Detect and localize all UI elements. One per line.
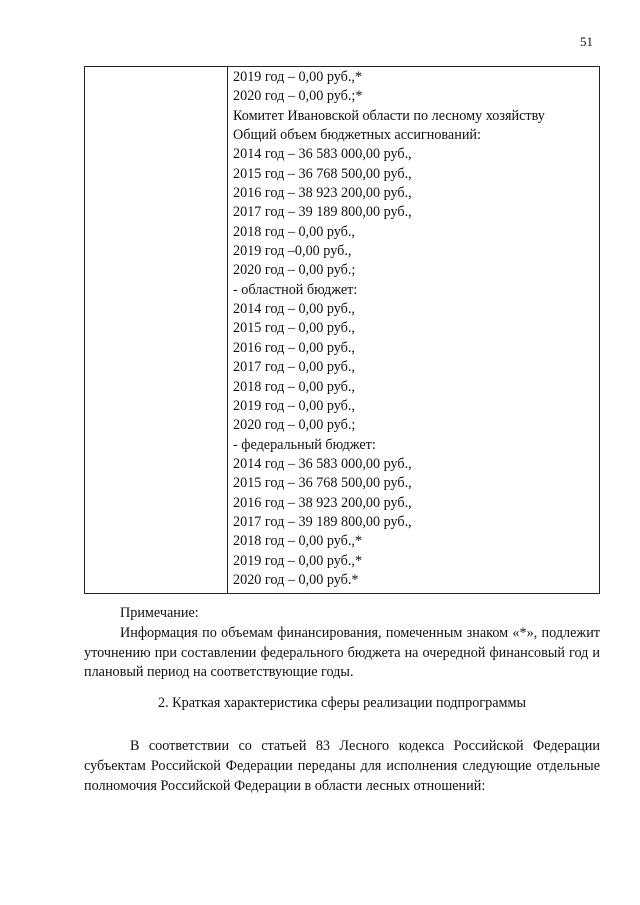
- funding-line: 2018 год – 0,00 руб.,: [233, 378, 355, 395]
- funding-line: 2018 год – 0,00 руб.,*: [233, 533, 363, 550]
- note-label: Примечание:: [120, 605, 199, 621]
- funding-line: 2016 год – 38 923 200,00 руб.,: [233, 494, 412, 511]
- funding-line: 2018 год – 0,00 руб.,: [233, 223, 355, 240]
- funding-line: 2020 год – 0,00 руб.*: [233, 571, 359, 588]
- funding-line: 2014 год – 0,00 руб.,: [233, 301, 355, 318]
- funding-line: - федеральный бюджет:: [233, 436, 376, 453]
- funding-line: 2019 год – 0,00 руб.,*: [233, 69, 363, 85]
- funding-line: 2017 год – 0,00 руб.,: [233, 359, 355, 376]
- funding-line: 2017 год – 39 189 800,00 руб.,: [233, 513, 412, 530]
- funding-line: 2020 год – 0,00 руб.;*: [233, 88, 363, 105]
- funding-table: [84, 66, 600, 594]
- funding-line: 2015 год – 0,00 руб.,: [233, 320, 355, 337]
- body-paragraph: В соответствии со статьей 83 Лесного кодекса Российской Федерации субъектам Российской Федерации переданы для исполнения следующие отдельные полномочия Российской Федерации в области лесных отношений:: [84, 738, 600, 794]
- funding-line: 2017 год – 39 189 800,00 руб.,: [233, 204, 412, 221]
- funding-line: 2015 год – 36 768 500,00 руб.,: [233, 165, 412, 182]
- funding-line: 2014 год – 36 583 000,00 руб.,: [233, 455, 412, 472]
- funding-line: 2014 год – 36 583 000,00 руб.,: [233, 146, 412, 163]
- note-text: Информация по объемам финансирования, помеченным знаком «*», подлежит уточнению при составлении федерального бюджета на очередной финансовый год и плановый период на соответствующие годы.: [84, 625, 600, 680]
- section-heading: 2. Краткая характеристика сферы реализации подпрограммы: [157, 695, 526, 711]
- funding-line: 2020 год – 0,00 руб.;: [233, 262, 356, 279]
- funding-line: 2016 год – 0,00 руб.,: [233, 339, 355, 356]
- funding-line: 2016 год – 38 923 200,00 руб.,: [233, 185, 412, 202]
- funding-lines-list: [233, 68, 545, 590]
- funding-line: 2019 год – 0,00 руб.,*: [233, 552, 363, 569]
- funding-line: 2020 год – 0,00 руб.;: [233, 417, 356, 434]
- funding-line: 2019 год –0,00 руб.,: [233, 243, 352, 260]
- page-number: 51: [580, 34, 593, 49]
- funding-line: 2015 год – 36 768 500,00 руб.,: [233, 475, 412, 492]
- funding-line: Общий объем бюджетных ассигнований:: [233, 127, 481, 144]
- table-column-divider: [227, 67, 228, 593]
- funding-line: 2019 год – 0,00 руб.,: [233, 397, 355, 414]
- funding-line: Комитет Ивановской области по лесному хозяйству: [233, 107, 545, 124]
- funding-line: - областной бюджет:: [233, 281, 358, 298]
